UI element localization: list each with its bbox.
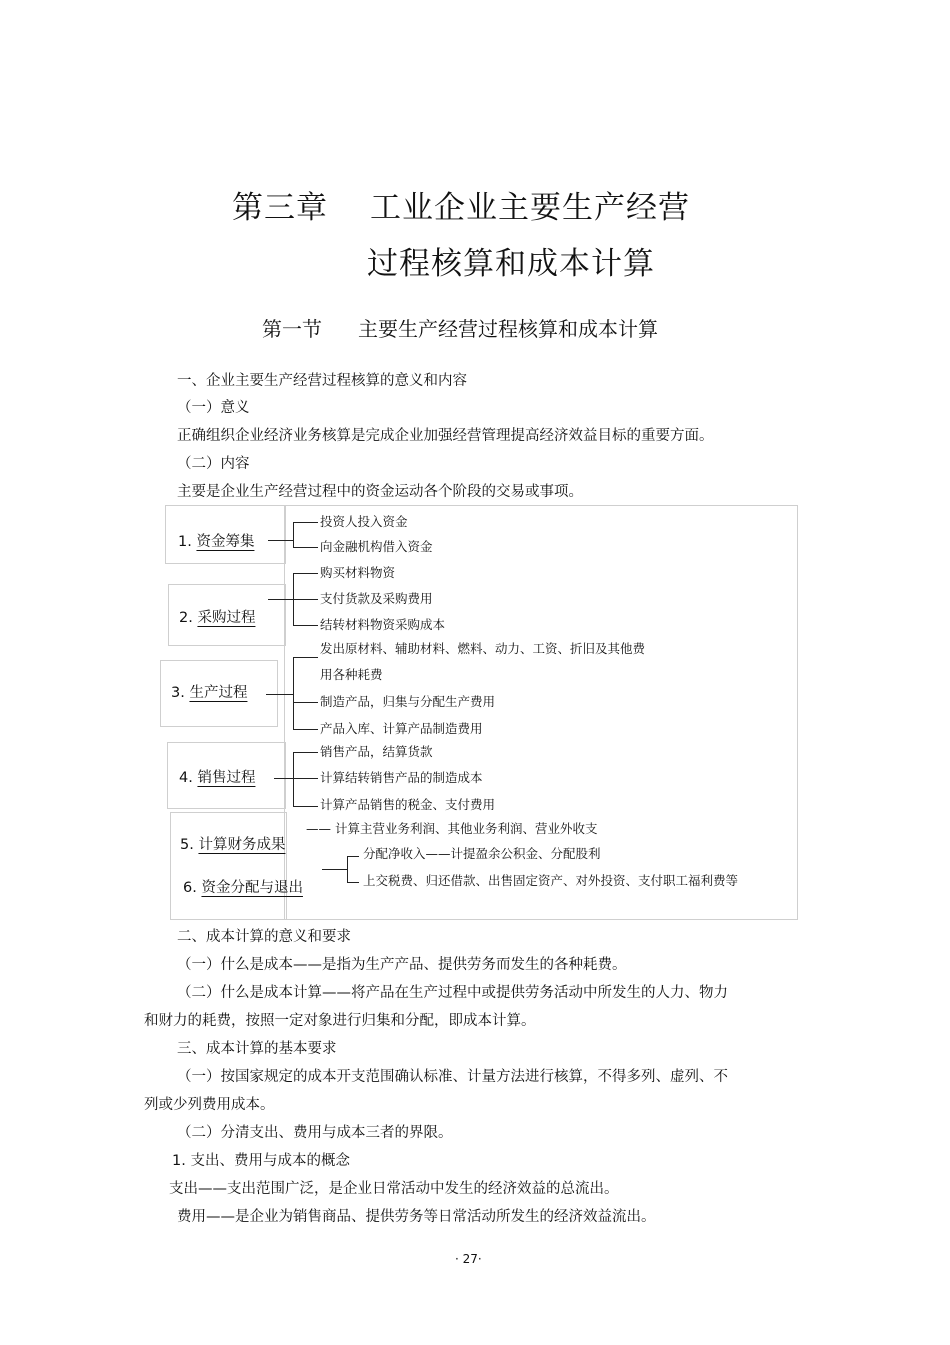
stage-4-label: 4. 销售过程 xyxy=(179,770,256,786)
paragraph-req-1a: （一）按国家规定的成本开支范围确认标准、计量方法进行核算，不得多列、虚列、不 xyxy=(177,1069,728,1085)
stage-3-label: 3. 生产过程 xyxy=(171,685,248,701)
section-title xyxy=(262,313,658,342)
section-name: 主要生产经营过程核算和成本计算 xyxy=(358,317,658,341)
stage-2-item-2: 支付货款及采购费用 xyxy=(320,591,433,606)
chapter-title-line2: 过程核算和成本计算 xyxy=(367,246,655,282)
paragraph-req-2: （二）分清支出、费用与成本三者的界限。 xyxy=(177,1125,453,1141)
paragraph-meaning: 正确组织企业经济业务核算是完成企业加强经营管理提高经济效益目标的重要方面。 xyxy=(177,428,714,444)
subheading-meaning: （一）意义 xyxy=(177,400,250,416)
paragraph-cost-calc-1: （二）什么是成本计算——将产品在生产过程中或提供劳务活动中所发生的人力、物力 xyxy=(177,985,728,1001)
subheading-content: （二）内容 xyxy=(177,456,250,472)
stage-1-item-2: 向金融机构借入资金 xyxy=(320,539,433,554)
heading-1: 一、企业主要生产经营过程核算的意义和内容 xyxy=(177,373,467,389)
stage-3-connector xyxy=(266,694,293,695)
heading-2: 二、成本计算的意义和要求 xyxy=(177,929,351,945)
stage-3-item-2: 制造产品，归集与分配生产费用 xyxy=(320,694,496,709)
section-number: 第一节 xyxy=(262,317,322,341)
stage-3-item-1: 发出原材料、辅助材料、燃料、动力、工资、折旧及其他费 xyxy=(320,641,646,656)
paragraph-content: 主要是企业生产经营过程中的资金运动各个阶段的交易或事项。 xyxy=(177,484,583,500)
stage-6-connector xyxy=(322,869,347,870)
stage-1-bracket xyxy=(293,522,294,548)
paragraph-cost-calc-2: 和财力的耗费，按照一定对象进行归集和分配，即成本计算。 xyxy=(144,1013,536,1029)
stage-6-label: 6. 资金分配与退出 xyxy=(183,880,303,896)
page-number: · 27· xyxy=(455,1252,482,1266)
stage-1-item-1: 投资人投入资金 xyxy=(320,514,408,529)
stage-5-item-1: —— 计算主营业务利润、其他业务利润、营业外收支 xyxy=(306,821,598,836)
stage-5-6-box xyxy=(170,812,287,920)
stage-2-label: 2. 采购过程 xyxy=(179,610,256,626)
stage-6-item-2: 上交税费、归还借款、出售固定资产、对外投资、支付职工福利费等 xyxy=(363,873,739,888)
stage-1-label: 1. 资金筹集 xyxy=(178,534,255,550)
paragraph-cost-def: （一）什么是成本——是指为生产产品、提供劳务而发生的各种耗费。 xyxy=(177,957,627,973)
subheading-concepts: 1. 支出、费用与成本的概念 xyxy=(172,1153,350,1169)
stage-6-item-1: 分配净收入——计提盈余公积金、分配股利 xyxy=(363,846,601,861)
stage-2-item-3: 结转材料物资采购成本 xyxy=(320,617,446,632)
chapter-title-part1: 工业企业主要生产经营 xyxy=(370,190,690,226)
paragraph-expenditure: 支出——支出范围广泛，是企业日常活动中发生的经济效益的总流出。 xyxy=(169,1181,619,1197)
paragraph-expense: 费用——是企业为销售商品、提供劳务等日常活动所发生的经济效益流出。 xyxy=(177,1209,656,1225)
stage-3-bracket xyxy=(293,657,294,729)
stage-4-bracket xyxy=(293,752,294,806)
stage-4-item-1: 销售产品，结算货款 xyxy=(320,744,433,759)
stage-2-item-1: 购买材料物资 xyxy=(320,565,396,580)
stage-3-item-3: 产品入库、计算产品制造费用 xyxy=(320,721,483,736)
chapter-title-line1 xyxy=(232,182,690,227)
stage-6-bracket xyxy=(347,856,348,883)
stage-1-connector xyxy=(268,540,293,541)
stage-4-connector xyxy=(274,778,293,779)
heading-3: 三、成本计算的基本要求 xyxy=(177,1041,337,1057)
stage-4-item-2: 计算结转销售产品的制造成本 xyxy=(320,770,483,785)
stage-5-label: 5. 计算财务成果 xyxy=(180,837,286,853)
stage-3-item-1-cont: 用各种耗费 xyxy=(320,667,383,682)
stage-4-item-3: 计算产品销售的税金、支付费用 xyxy=(320,797,496,812)
paragraph-req-1b: 列或少列费用成本。 xyxy=(144,1097,275,1113)
stage-2-connector xyxy=(268,599,293,600)
chapter-number: 第三章 xyxy=(232,190,328,226)
